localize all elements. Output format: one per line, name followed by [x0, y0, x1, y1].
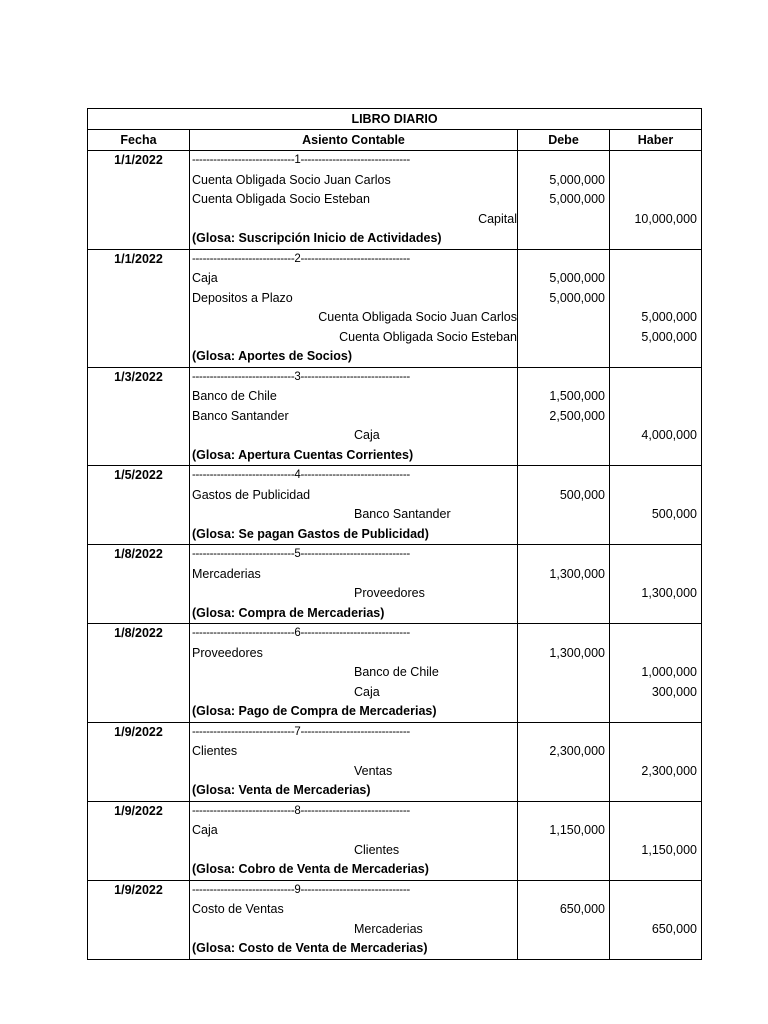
- haber-amount: [610, 881, 701, 901]
- header-asiento-contable: Asiento Contable: [190, 130, 518, 150]
- entry-accounts: [190, 250, 518, 367]
- debe-amount: [518, 802, 609, 822]
- entry-date: [88, 624, 190, 722]
- haber-amount: [610, 229, 701, 249]
- haber-amount: [610, 545, 701, 565]
- entry-date: [88, 466, 190, 544]
- haber-amount: 2,300,000: [641, 763, 697, 778]
- credit-account-line: Clientes: [354, 842, 400, 857]
- journal-entry: [88, 802, 701, 881]
- entry-debe-column: [518, 250, 610, 367]
- debe-amount: 5,000,000: [549, 172, 605, 187]
- entry-haber-column: [610, 151, 701, 249]
- entry-date: [88, 881, 190, 959]
- haber-amount: [610, 151, 701, 171]
- entry-date-text: 1/3/2022: [114, 369, 163, 384]
- credit-account-line: Capital: [478, 211, 517, 226]
- debe-amount: [518, 920, 609, 940]
- credit-account-line: Banco de Chile: [354, 665, 439, 679]
- debe-amount: [518, 584, 609, 604]
- debe-amount: [518, 426, 609, 446]
- haber-amount: [610, 190, 701, 210]
- debe-amount: [518, 762, 609, 782]
- haber-amount: [610, 387, 701, 407]
- haber-amount: 1,300,000: [641, 586, 697, 600]
- header-debe: Debe: [518, 130, 610, 150]
- debe-amount: [518, 702, 609, 722]
- haber-amount: [610, 466, 701, 486]
- debe-amount: [518, 328, 609, 348]
- entry-separator: -----------------------------6-------------------------------: [192, 627, 410, 639]
- haber-amount: [610, 347, 701, 367]
- debe-amount: 1,150,000: [549, 823, 605, 837]
- haber-amount: [610, 171, 701, 191]
- haber-amount: [610, 250, 701, 270]
- debe-amount: [518, 939, 609, 959]
- debe-amount: [518, 505, 609, 525]
- haber-amount: 300,000: [651, 684, 697, 699]
- entry-debe-column: [518, 368, 610, 466]
- debe-amount: [518, 545, 609, 565]
- debe-amount: 500,000: [559, 487, 605, 502]
- haber-amount: [610, 446, 701, 466]
- entry-accounts: [190, 368, 518, 466]
- debit-account-line: Caja: [192, 271, 218, 285]
- debit-account-line: Gastos de Publicidad: [192, 487, 311, 502]
- entry-separator: -----------------------------8-------------------------------: [192, 804, 410, 817]
- entry-date: [88, 545, 190, 623]
- haber-amount: 10,000,000: [634, 211, 697, 226]
- debit-account-line: Costo de Ventas: [192, 902, 284, 916]
- debe-amount: 2,300,000: [549, 744, 605, 758]
- debit-account-line: Banco de Chile: [192, 389, 277, 403]
- debe-amount: [518, 210, 609, 230]
- journal-entry: [88, 545, 701, 624]
- debit-account-line: Mercaderias: [192, 566, 261, 581]
- entry-date: [88, 723, 190, 801]
- entry-accounts: [190, 881, 518, 959]
- haber-amount: [610, 407, 701, 427]
- entry-debe-column: [518, 802, 610, 880]
- entry-date-text: 1/9/2022: [114, 724, 163, 739]
- debe-amount: [518, 683, 609, 703]
- entry-debe-column: [518, 545, 610, 623]
- entry-glosa: (Glosa: Venta de Mercaderias): [192, 783, 371, 797]
- haber-amount: [610, 860, 701, 880]
- entry-accounts: [190, 545, 518, 623]
- entry-date-text: 1/1/2022: [114, 153, 163, 167]
- haber-amount: [610, 289, 701, 309]
- entry-date: [88, 250, 190, 367]
- entry-glosa: (Glosa: Suscripción Inicio de Actividades): [192, 231, 442, 245]
- debit-account-line: Banco Santander: [192, 408, 289, 423]
- entry-accounts: [190, 466, 518, 544]
- entry-accounts: [190, 151, 518, 249]
- debe-amount: [518, 347, 609, 367]
- debit-account-line: Depositos a Plazo: [192, 290, 293, 305]
- journal-entry: [88, 368, 701, 467]
- credit-account-line: Proveedores: [354, 586, 425, 600]
- haber-amount: 1,150,000: [641, 842, 697, 857]
- debe-amount: [518, 229, 609, 249]
- credit-account-line: Cuenta Obligada Socio Esteban: [339, 329, 517, 344]
- debe-amount: [518, 663, 609, 683]
- entry-separator: -----------------------------4-------------------------------: [192, 469, 410, 481]
- haber-amount: [610, 644, 701, 664]
- entry-debe-column: [518, 723, 610, 801]
- debit-account-line: Cuenta Obligada Socio Juan Carlos: [192, 172, 391, 187]
- haber-amount: 5,000,000: [641, 310, 697, 324]
- entry-haber-column: [610, 624, 701, 722]
- haber-amount: 650,000: [651, 921, 697, 936]
- entry-date-text: 1/8/2022: [114, 547, 163, 561]
- haber-amount: [610, 802, 701, 822]
- haber-amount: [610, 900, 701, 920]
- entry-accounts: [190, 624, 518, 722]
- debe-amount: [518, 308, 609, 328]
- entry-separator: -----------------------------2-------------------------------: [192, 252, 410, 265]
- entry-date-text: 1/9/2022: [114, 803, 163, 818]
- journal-entry: [88, 881, 701, 959]
- debe-amount: [518, 604, 609, 624]
- credit-account-line: Caja: [354, 428, 380, 442]
- debe-amount: 5,000,000: [549, 271, 605, 285]
- debe-amount: [518, 466, 609, 486]
- entry-accounts: [190, 802, 518, 880]
- ledger-entries: [88, 151, 701, 959]
- entry-debe-column: [518, 881, 610, 959]
- debe-amount: 1,300,000: [549, 566, 605, 581]
- journal-entry: [88, 624, 701, 723]
- haber-amount: [610, 781, 701, 801]
- entry-glosa: (Glosa: Se pagan Gastos de Publicidad): [192, 526, 429, 541]
- entry-haber-column: [610, 545, 701, 623]
- haber-amount: [610, 525, 701, 545]
- haber-amount: [610, 269, 701, 289]
- credit-account-line: Banco Santander: [354, 507, 451, 521]
- haber-amount: [610, 702, 701, 722]
- ledger-title: LIBRO DIARIO: [88, 109, 701, 130]
- debe-amount: 5,000,000: [549, 192, 605, 206]
- debe-amount: [518, 525, 609, 545]
- debit-account-line: Proveedores: [192, 645, 263, 660]
- entry-debe-column: [518, 624, 610, 722]
- debe-amount: 2,500,000: [549, 408, 605, 423]
- entry-haber-column: [610, 723, 701, 801]
- entry-date: [88, 368, 190, 466]
- journal-entry: [88, 466, 701, 545]
- haber-amount: [610, 624, 701, 644]
- debe-amount: [518, 841, 609, 861]
- credit-account-line: Cuenta Obligada Socio Juan Carlos: [318, 310, 517, 324]
- debe-amount: [518, 881, 609, 901]
- entry-date-text: 1/5/2022: [114, 468, 163, 482]
- debe-amount: [518, 860, 609, 880]
- journal-entry: [88, 723, 701, 802]
- entry-haber-column: [610, 881, 701, 959]
- entry-haber-column: [610, 466, 701, 544]
- header-haber: Haber: [637, 133, 674, 147]
- debe-amount: [518, 446, 609, 466]
- entry-glosa: (Glosa: Cobro de Venta de Mercaderias): [192, 862, 429, 876]
- entry-haber-column: [610, 368, 701, 466]
- haber-amount: [610, 486, 701, 506]
- entry-date: [88, 151, 190, 249]
- entry-glosa: (Glosa: Compra de Mercaderias): [192, 605, 385, 620]
- entry-date: [88, 802, 190, 880]
- journal-entry: [88, 250, 701, 368]
- ledger-header-row: [88, 130, 701, 151]
- haber-amount: 1,000,000: [641, 665, 697, 679]
- entry-date-text: 1/9/2022: [114, 882, 163, 897]
- debe-amount: [518, 250, 609, 270]
- credit-account-line: Mercaderias: [354, 921, 423, 936]
- journal-entry: [88, 151, 701, 250]
- entry-date-text: 1/1/2022: [114, 251, 163, 266]
- debe-amount: [518, 151, 609, 171]
- entry-separator: -----------------------------9-------------------------------: [192, 883, 410, 896]
- haber-amount: [610, 939, 701, 959]
- credit-account-line: Caja: [354, 684, 380, 699]
- debit-account-line: Clientes: [192, 744, 238, 758]
- debe-amount: [518, 368, 609, 388]
- haber-amount: [610, 821, 701, 841]
- haber-amount: [610, 723, 701, 743]
- debe-amount: [518, 723, 609, 743]
- entry-glosa: (Glosa: Costo de Venta de Mercaderias): [192, 941, 428, 955]
- entry-date-text: 1/8/2022: [114, 626, 163, 640]
- entry-separator: -----------------------------7-------------------------------: [192, 725, 410, 738]
- entry-glosa: (Glosa: Apertura Cuentas Corrientes): [192, 447, 414, 462]
- entry-haber-column: [610, 250, 701, 367]
- haber-amount: [610, 368, 701, 388]
- haber-amount: 4,000,000: [641, 428, 697, 442]
- debe-amount: [518, 624, 609, 644]
- entry-haber-column: [610, 802, 701, 880]
- debe-amount: [518, 781, 609, 801]
- ledger-table: [87, 108, 702, 960]
- debit-account-line: Caja: [192, 823, 218, 837]
- entry-glosa: (Glosa: Pago de Compra de Mercaderias): [192, 704, 437, 718]
- haber-amount: [610, 565, 701, 585]
- entry-accounts: [190, 723, 518, 801]
- entry-separator: -----------------------------3-------------------------------: [192, 370, 410, 383]
- haber-amount: [610, 604, 701, 624]
- haber-amount: [610, 742, 701, 762]
- haber-amount: 5,000,000: [641, 329, 697, 344]
- header-fecha: Fecha: [88, 130, 190, 150]
- credit-account-line: Ventas: [354, 763, 393, 778]
- debe-amount: 650,000: [559, 902, 605, 916]
- entry-separator: -----------------------------5-------------------------------: [192, 548, 410, 560]
- entry-glosa: (Glosa: Aportes de Socios): [192, 349, 352, 363]
- entry-debe-column: [518, 151, 610, 249]
- entry-debe-column: [518, 466, 610, 544]
- debit-account-line: Cuenta Obligada Socio Esteban: [192, 192, 370, 206]
- haber-amount: 500,000: [651, 507, 697, 521]
- debe-amount: 1,300,000: [549, 645, 605, 660]
- entry-separator: -----------------------------1-------------------------------: [192, 154, 410, 166]
- debe-amount: 1,500,000: [549, 389, 605, 403]
- debe-amount: 5,000,000: [549, 290, 605, 305]
